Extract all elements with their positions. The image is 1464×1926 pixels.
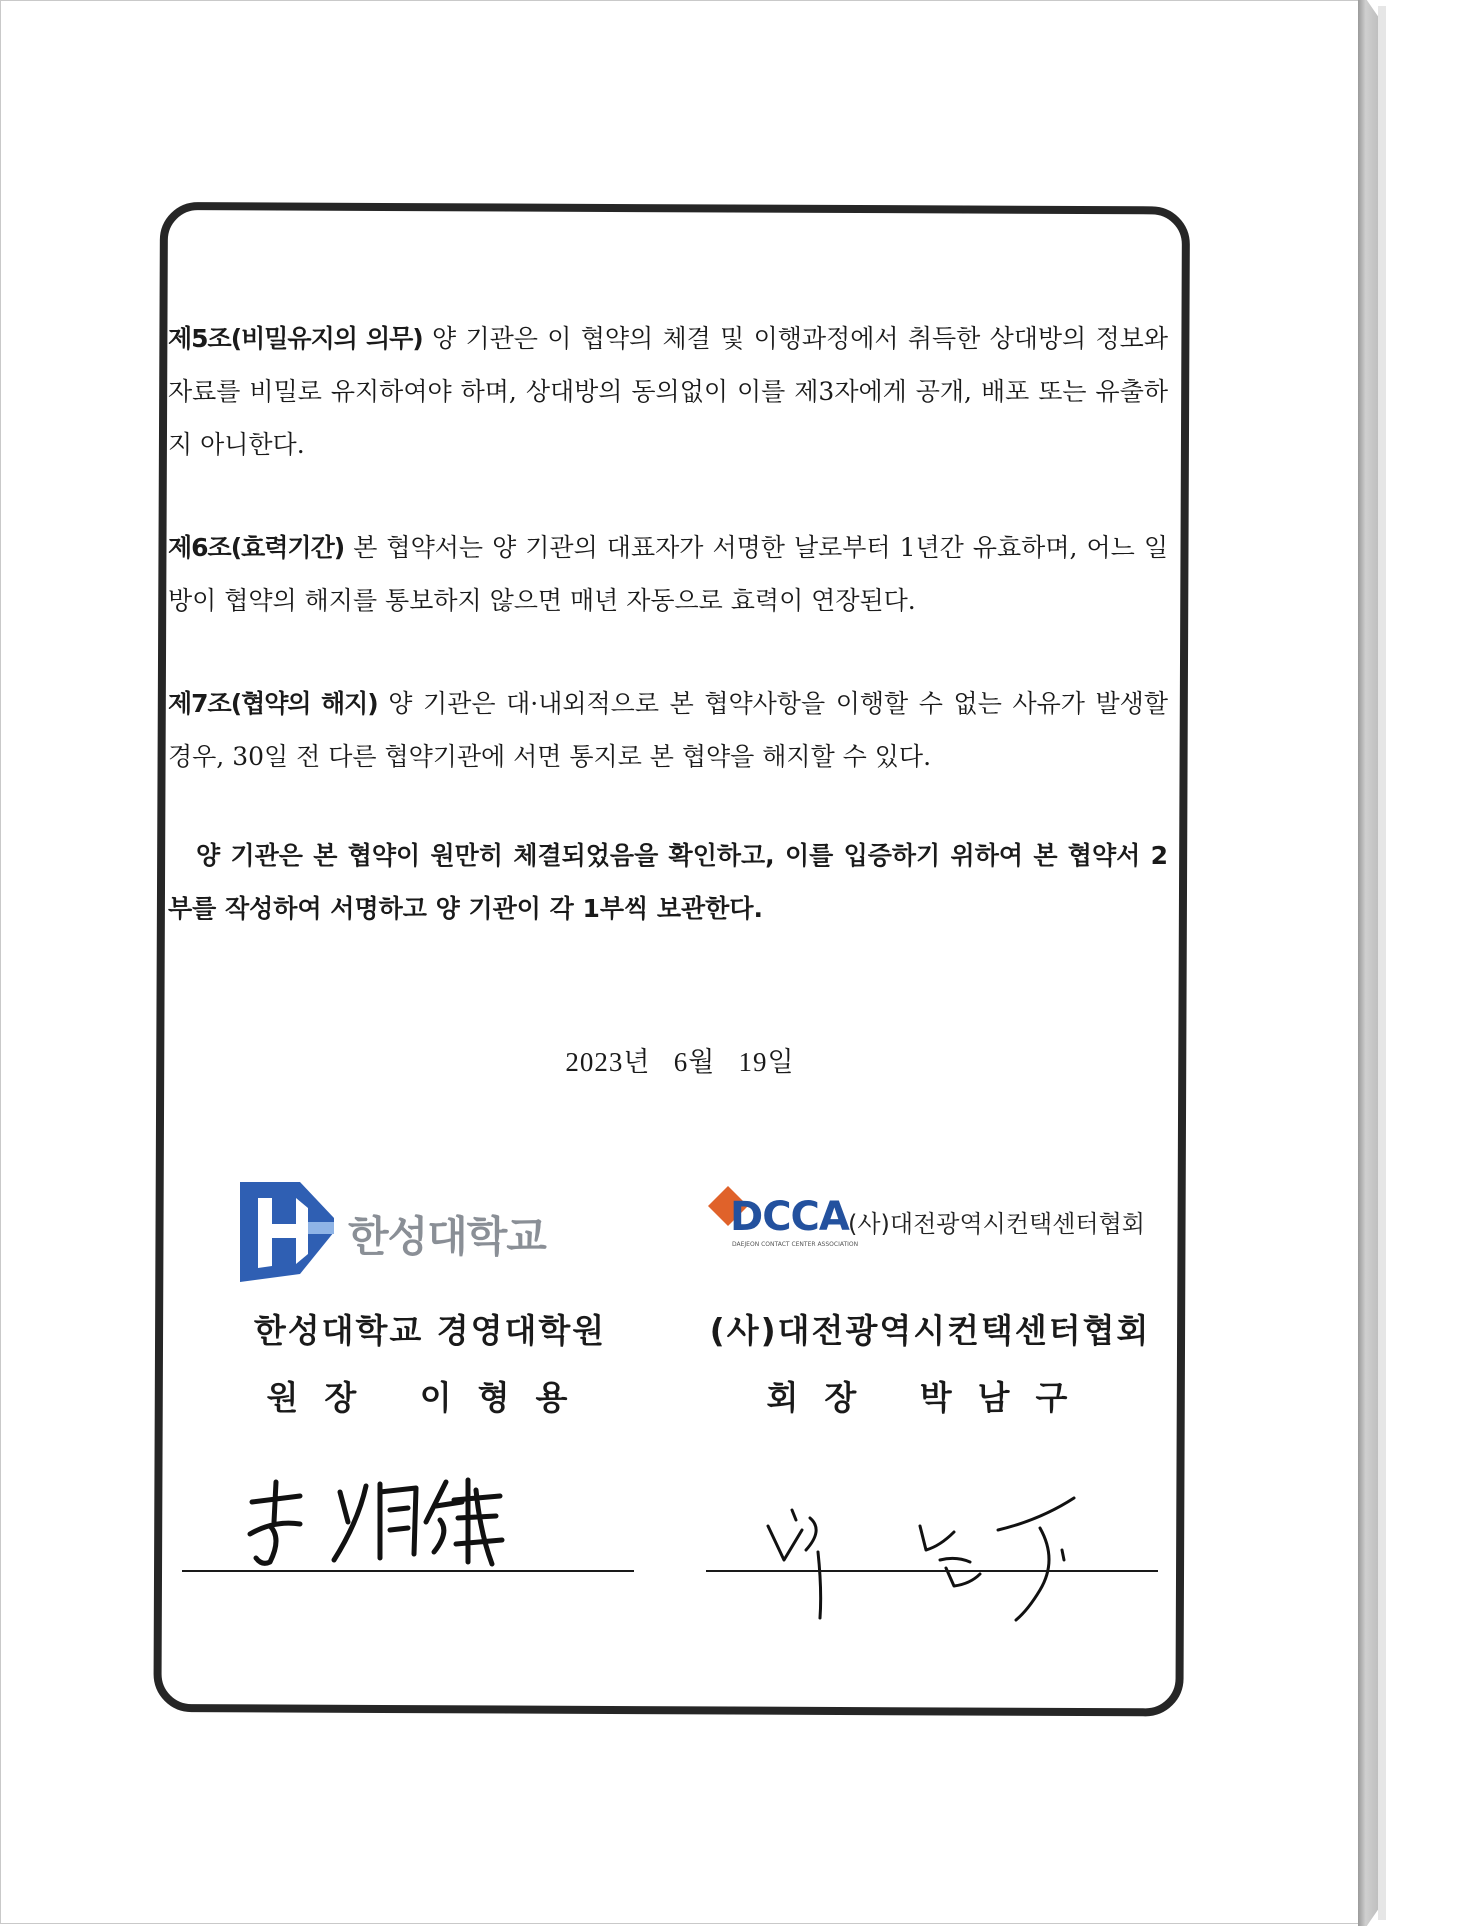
agreement-body	[168, 312, 1168, 960]
page-stack-edge	[1358, 0, 1380, 1926]
page-stack-highlight	[1378, 6, 1386, 1920]
article-5-heading: 제5조(비밀유지의 의무)	[168, 324, 423, 353]
right-signatory	[700, 1305, 1160, 1419]
article-5	[168, 312, 1168, 471]
article-7	[168, 677, 1168, 783]
closing-text: 양 기관은 본 협약이 원만히 체결되었음을 확인하고, 이를 입증하기 위하여 본 협약서 2부를 작성하여 서명하고 양 기관이 각 1부씩 보관한다.	[168, 841, 1168, 923]
left-signatory-title: 원장 이형용	[266, 1378, 594, 1417]
dcca-logo	[706, 1186, 1166, 1256]
right-org-name: (사)대전광역시컨택센터협회	[709, 1311, 1151, 1350]
right-signatory-title: 회장 박남구	[766, 1378, 1094, 1417]
left-signatory	[200, 1305, 660, 1419]
article-6-text: 본 협약서는 양 기관의 대표자가 서명한 날로부터 1년간 유효하며, 어느 일방이 협약의 해지를 통보하지 않으면 매년 자동으로 효력이 연장된다.	[168, 533, 1168, 615]
right-signature-line	[706, 1570, 1158, 1572]
article-6-heading: 제6조(효력기간)	[168, 533, 345, 562]
left-org-name: 한성대학교 경영대학원	[253, 1311, 607, 1350]
hansung-logo	[238, 1178, 598, 1288]
left-handwritten-signature	[230, 1462, 590, 1572]
dcca-logo-text: DCCA	[730, 1194, 849, 1240]
article-7-text: 양 기관은 대·내외적으로 본 협약사항을 이행할 수 없는 사유가 발생할 경우, 30일 전 다른 협약기관에 서면 통지로 본 협약을 해지할 수 있다.	[168, 689, 1168, 771]
dcca-logo-subtext: DAEJEON CONTACT CENTER ASSOCIATION	[732, 1241, 859, 1248]
left-signature-line	[182, 1570, 634, 1572]
hansung-h-logo-icon	[238, 1178, 338, 1286]
article-6	[168, 521, 1168, 627]
signing-date: 2023년 6월 19일	[565, 1047, 795, 1077]
article-5-text: 양 기관은 이 협약의 체결 및 이행과정에서 취득한 상대방의 정보와 자료를 비밀로 유지하여야 하며, 상대방의 동의없이 이를 제3자에게 공개, 배포 또는 유출하지 아니한다.	[168, 324, 1168, 459]
hansung-logo-text: 한성대학교	[348, 1212, 546, 1261]
article-7-heading: 제7조(협약의 해지)	[168, 689, 378, 718]
dcca-logo-korean-name: (사)대전광역시컨택센터협회	[848, 1210, 1145, 1238]
closing-statement	[168, 829, 1168, 935]
